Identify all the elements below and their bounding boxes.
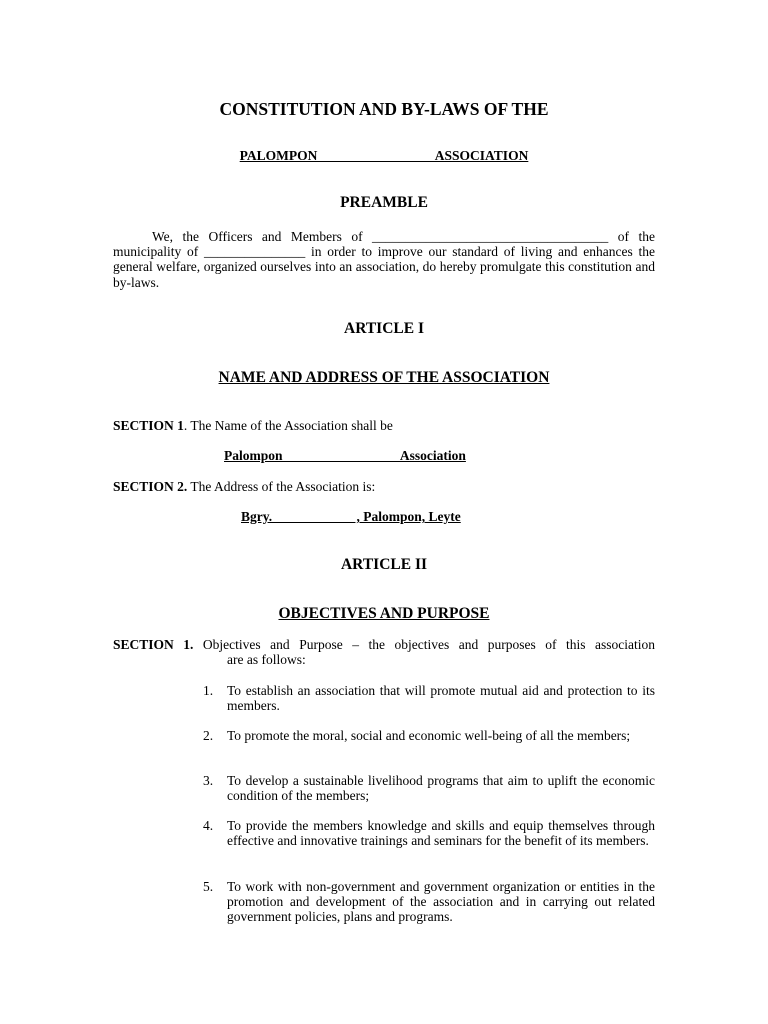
item-text: To develop a sustainable livelihood programs that aim to uplift the economic condition of the members; [227, 773, 655, 804]
article-1-section-1 [113, 418, 393, 433]
association-address-field [241, 509, 461, 524]
article-2-subheading [0, 605, 768, 623]
item-text: To establish an association that will promote mutual aid and protection to its members. [227, 683, 655, 714]
objective-item [203, 773, 655, 803]
objective-item [203, 728, 655, 743]
item-number: 4. [203, 818, 214, 833]
item-number: 5. [203, 879, 214, 894]
section-label: SECTION 1. [113, 637, 194, 652]
item-number: 3. [203, 773, 214, 788]
article-2-section-1-continued: are as follows: [227, 652, 306, 667]
section-text: Objectives and Purpose – the objectives and purposes of this association [193, 637, 655, 652]
section-label: SECTION 2. [113, 479, 188, 494]
item-text: To work with non-government and government organization or entities in the promotion and development of the association and in carrying out related government policies, plans and programs. [227, 879, 655, 925]
association-name-line [0, 148, 768, 164]
article-2-heading: ARTICLE II [340, 556, 428, 573]
article-1-subheading-text: NAME AND ADDRESS OF THE ASSOCIATION [218, 369, 550, 386]
section-text: . The Name of the Association shall be [183, 418, 393, 433]
item-number: 1. [203, 683, 214, 698]
item-number: 2. [203, 728, 214, 743]
article-2-section-1 [113, 637, 655, 652]
article-1-heading: ARTICLE I [344, 320, 424, 337]
association-name-value: Palompon Association [224, 448, 466, 463]
article-1-section-2 [113, 479, 375, 494]
item-text: To promote the moral, social and economic well-being of all the members; [227, 728, 631, 743]
item-text: To provide the members knowledge and skills and equip themselves through effective and innovative trainings and seminars for the benefit of its members. [227, 818, 655, 849]
association-address-value: Bgry. , Palompon, Leyte [241, 509, 461, 524]
objective-item [203, 879, 655, 925]
association-name-text: PALOMPON ASSOCIATION [239, 148, 529, 163]
section-label: SECTION 1 [113, 418, 184, 433]
preamble-text: We, the Officers and Members of ___________________________________ of the municipality of _______________ in order to improve our standard of living and enhances the general welfare, organized ourselves into an association, do hereby promulgate this constitution and by-laws. [113, 229, 655, 290]
preamble-heading: PREAMBLE [340, 194, 428, 211]
objective-item [203, 683, 655, 713]
document-title: CONSTITUTION AND BY-LAWS OF THE [219, 99, 549, 119]
preamble-paragraph [113, 229, 655, 290]
article-1-subheading [0, 369, 768, 387]
article-2-subheading-text: OBJECTIVES AND PURPOSE [278, 605, 490, 622]
section-text: The Address of the Association is: [187, 479, 376, 494]
objective-item [203, 818, 655, 848]
association-name-field [224, 448, 466, 463]
